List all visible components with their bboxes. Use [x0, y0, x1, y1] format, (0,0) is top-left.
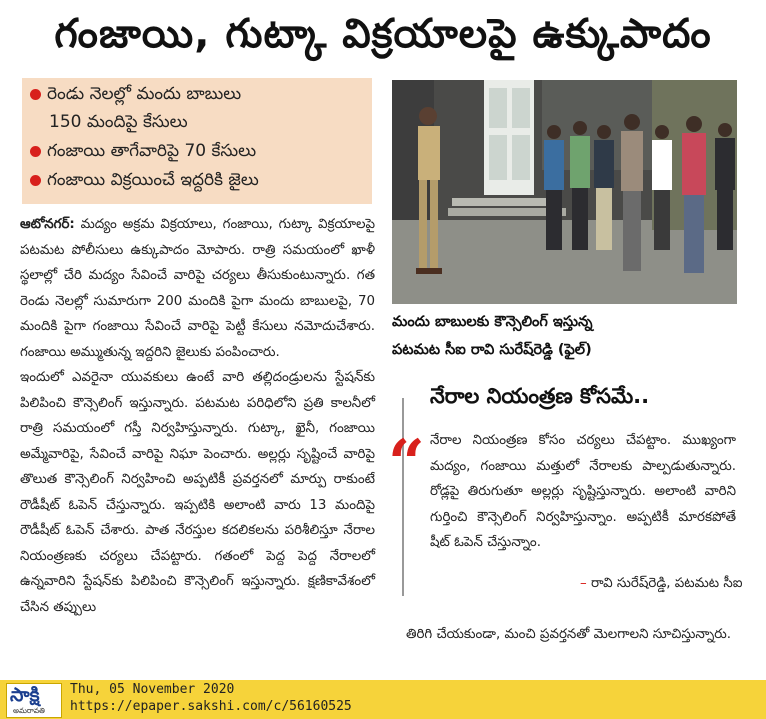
bullet-icon: [30, 175, 41, 186]
quote-heading: నేరాల నియంత్రణ కోసమే..: [430, 384, 650, 408]
highlight-item: [30, 141, 256, 165]
footer-bar: [0, 680, 766, 719]
highlight-item: [30, 84, 241, 108]
quote-author: [580, 576, 743, 594]
bullet-icon: [30, 89, 41, 100]
article-paragraph: [20, 212, 375, 365]
quote-mark-icon: “: [388, 426, 425, 501]
footer-date: Thu, 05 November 2020: [70, 682, 235, 697]
article-paragraph: ఇందులో ఎవరైనా యువకులు ఉంటే వారి తల్లిదండ్రులను స్టేషన్‌కు పిలిపించి కౌన్సెలింగ్‌ ఇస్తున్నారు. పటమట పరిధిలోని ప్రతి కాలనీలో రాత్రి సమయంలో గస్తీ నిర్వహిస్తున్నారు. గుట్కా, ఖైనీ, గంజాయి అమ్మేవారిపై, సేవించే వారిపై నిఘా పెంచారు. అల్లర్లు సృష్టించే వారిపై తొలుత కౌన్సెలింగ్‌ నిర్వహించి అప్పటికీ ప్రవర్తనలో మార్పు రాకుంటే రౌడీషీట్‌ ఓపెన్‌ చేస్తున్నారు. ఇప్పటికి అలాంటి వారు 13 మందిపై రౌడీషీట్‌ ఓపెన్‌ చేశారు. పాత నేరస్తుల కదలికలను పరిశీలిస్తూ నేరాల నియంత్రణకు చర్యలు చేపట్టారు. గతంలో పెద్ద పెద్ద నేరాలలో ఉన్నవారిని స్టేషన్‌కు పిలిపించి కౌన్సెలింగ్‌ ఇస్తున్నారు. క్షణికావేశంలో చేసిన తప్పులు: [20, 370, 375, 615]
highlight-item: [49, 112, 188, 136]
bullet-icon: [30, 146, 41, 157]
quote-dash: –: [580, 576, 587, 591]
article-tail: తిరిగి చేయకుండా, మంచి ప్రవర్తనతో మెలగాలని సూచిస్తున్నారు.: [406, 627, 732, 642]
paragraph-text: మద్యం అక్రమ విక్రయాలు, గంజాయి, గుట్కా విక్రయాలపై పటమట పోలీసులు ఉక్కుపాదం మోపారు. రాత్రి సమయంలో ఖాళీ స్థలాల్లో చేరి మద్యం సేవించే వారిపై చర్యలు తీసుకుంటున్నారు. గత రెండు నెలల్లో సుమారుగా 200 మందికి పైగా మందు బాబులపై, 70 మందికి పైగా గంజాయి సేవించే వారిపై పెట్టీ కేసులు నమోదుచేశారు. గంజాయి అమ్ముతున్న ఇద్దరిని జైలుకు పంపించారు.: [20, 217, 375, 360]
footer-url[interactable]: https://epaper.sakshi.com/c/56160525: [70, 699, 352, 714]
photo-illustration: [392, 80, 737, 304]
photo-caption-line1: మందు బాబులకు కౌన్సెలింగ్‌ ఇస్తున్న: [392, 314, 593, 330]
headline: గంజాయి, గుట్కా విక్రయాలపై ఉక్కుపాదం: [54, 11, 712, 57]
highlight-text: 150 మందిపై కేసులు: [49, 112, 188, 132]
quote-text: నేరాల నియంత్రణ కోసం చర్యలు చేపట్టాం. ముఖ్యంగా మద్యం, గంజాయి మత్తులో నేరాలకు పాల్పడుతున్నారు. రోడ్లపై తిరుగుతూ అల్లర్లు సృష్టిస్తున్నారు. అలాంటి వారిని గుర్తించి కౌన్సెలింగ్‌ నిర్వహిస్తున్నాం. అప్పటికీ మారకపోతే షీట్‌ ఓపెన్‌ చేస్తున్నాం.: [430, 433, 736, 550]
highlight-text: గంజాయి విక్రయించే ఇద్దరికి జైలు: [47, 170, 259, 190]
article-body: [20, 212, 375, 620]
logo-subtext: అమరావతి: [13, 706, 45, 715]
highlight-text: గంజాయి తాగేవారిపై 70 కేసులు: [47, 141, 257, 161]
highlight-text: రెండు నెలల్లో మందు బాబులు: [47, 84, 242, 104]
news-photo: [392, 80, 737, 304]
dateline: ఆటోనగర్‌:: [20, 217, 75, 232]
photo-caption-line2: పటమట సీఐ రావి సురేష్‌రెడ్డి (ఫైల్‌): [392, 342, 592, 358]
sakshi-logo: [6, 683, 62, 718]
quote-author-name: రావి సురేష్‌రెడ్డి, పటమట సీఐ: [590, 576, 743, 591]
highlights-box: [22, 78, 372, 204]
logo-text: సాక్షి: [10, 684, 40, 706]
highlight-item: [30, 170, 259, 194]
